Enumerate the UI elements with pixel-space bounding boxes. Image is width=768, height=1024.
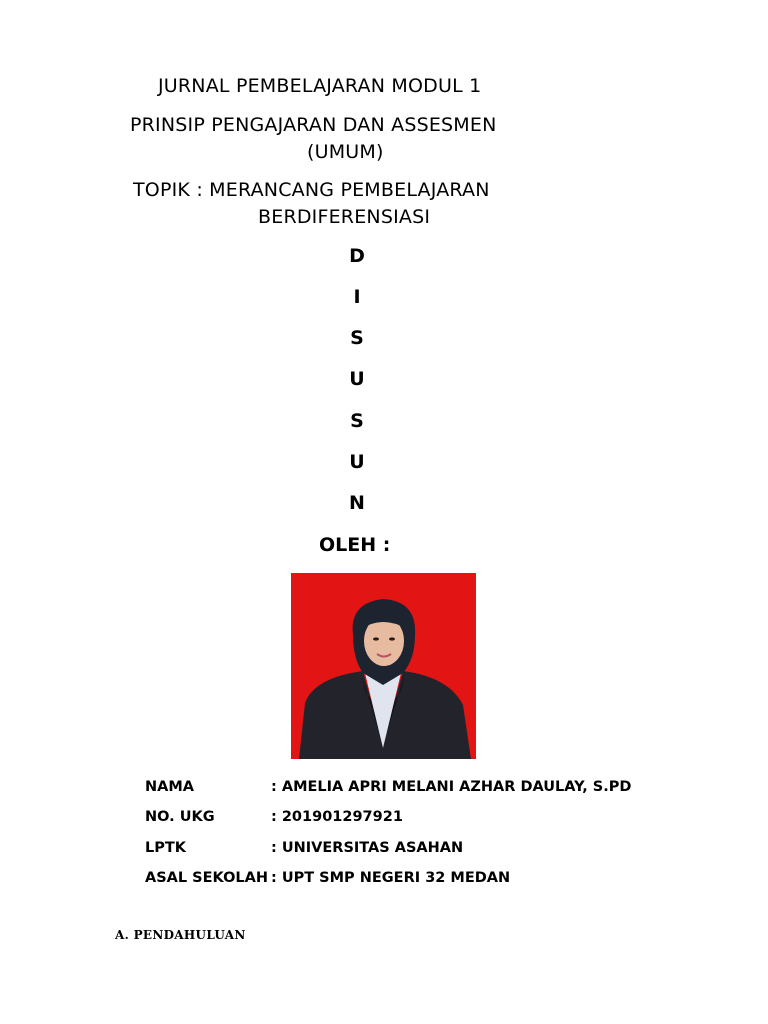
oleh-label: OLEH : xyxy=(319,534,391,556)
disusun-letter: N xyxy=(349,492,365,514)
section-heading: A. PENDAHULUAN xyxy=(115,928,246,942)
identity-label: LPTK xyxy=(145,840,186,856)
identity-label: NO. UKG xyxy=(145,809,215,825)
identity-label: ASAL SEKOLAH xyxy=(145,870,269,886)
journal-title: JURNAL PEMBELAJARAN MODUL 1 xyxy=(158,75,482,97)
disusun-letter: S xyxy=(350,410,364,432)
disusun-letter: U xyxy=(349,368,365,390)
disusun-letter: U xyxy=(349,451,365,473)
identity-value: : AMELIA APRI MELANI AZHAR DAULAY, S.PD xyxy=(271,779,632,795)
identity-value: : UPT SMP NEGERI 32 MEDAN xyxy=(271,870,511,886)
topic-line-2: BERDIFERENSIASI xyxy=(258,206,431,228)
identity-value: : 201901297921 xyxy=(271,809,403,825)
module-subtitle: (UMUM) xyxy=(307,141,384,163)
author-photo xyxy=(291,573,476,759)
topic-line-1: TOPIK : MERANCANG PEMBELAJARAN xyxy=(133,179,490,201)
disusun-letter: I xyxy=(353,286,361,308)
identity-value: : UNIVERSITAS ASAHAN xyxy=(271,840,464,856)
identity-label: NAMA xyxy=(145,779,195,795)
disusun-letter: D xyxy=(349,245,365,267)
disusun-letter: S xyxy=(350,327,364,349)
module-title: PRINSIP PENGAJARAN DAN ASSESMEN xyxy=(130,114,497,136)
